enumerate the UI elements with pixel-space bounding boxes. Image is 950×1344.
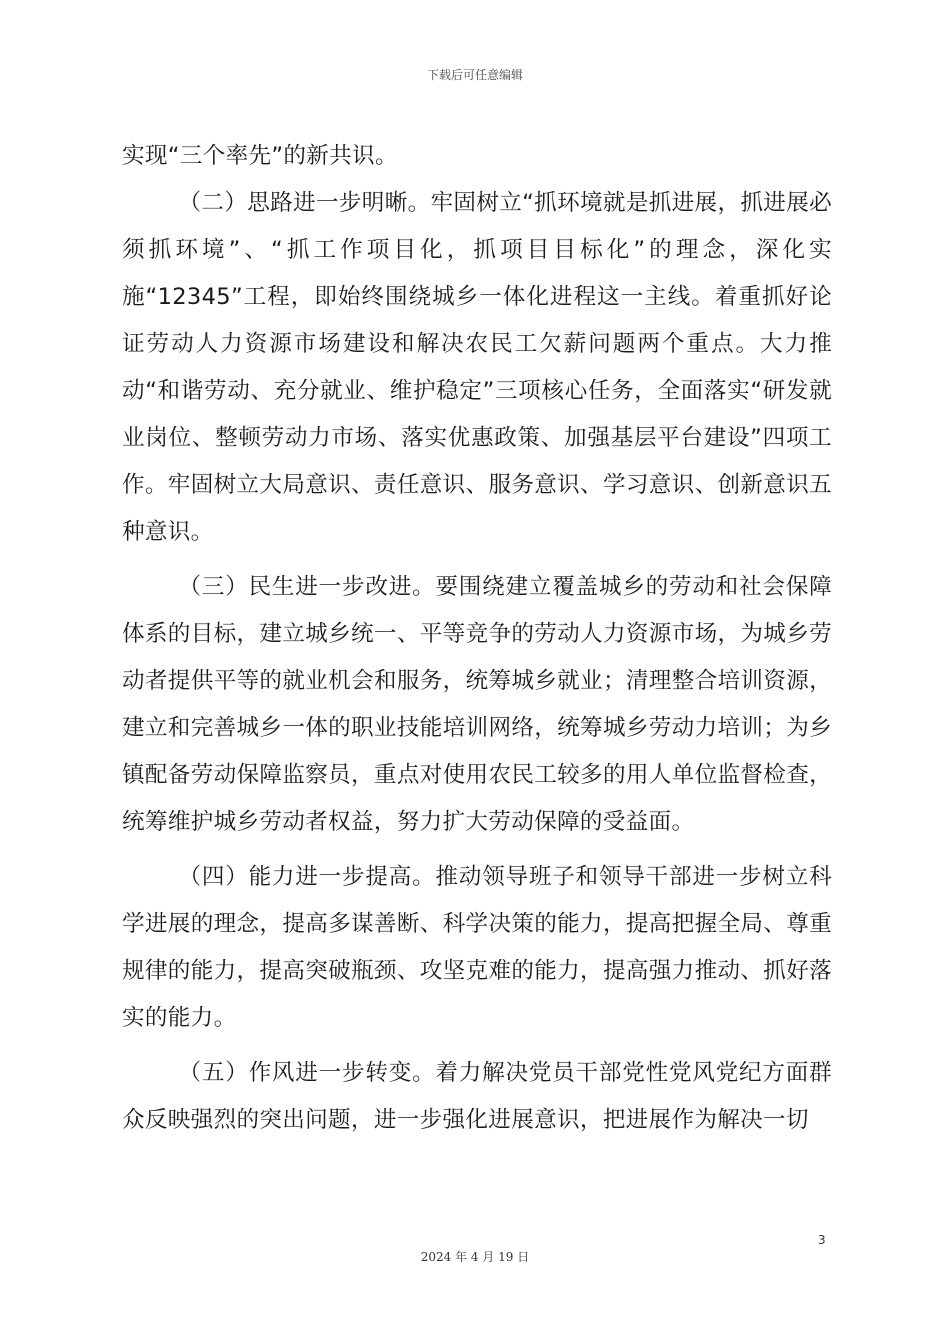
paragraph-continuation: 实现“三个率先”的新共识。	[122, 143, 398, 169]
document-body	[122, 133, 832, 1144]
page-number: 3	[818, 1233, 826, 1247]
paragraph-section-3: （三）民生进一步改进。要围绕建立覆盖城乡的劳动和社会保障体系的目标，建立城乡统一、平等竞争的劳动人力资源市场，为城乡劳动者提供平等的就业机会和服务，统筹城乡就业；清理整合培训资源，建立和完善城乡一体的职业技能培训网络，统筹城乡劳动力培训；为乡镇配备劳动保障监察员，重点对使用农民工较多的用人单位监督检查，统筹维护城乡劳动者权益，努力扩大劳动保障的受益面。	[122, 574, 832, 835]
paragraph-section-4: （四）能力进一步提高。推动领导班子和领导干部进一步树立科学进展的理念，提高多谋善断、科学决策的能力，提高把握全局、尊重规律的能力，提高突破瓶颈、攻坚克难的能力，提高强力推动、抓好落实的能力。	[122, 864, 832, 1031]
paragraph-section-2: （二）思路进一步明晰。牢固树立“抓环境就是抓进展，抓进展必须抓环境”、“抓工作项目化，抓项目目标化”的理念，深化实施“12345”工程，即始终围绕城乡一体化进程这一主线。着重抓好论证劳动人力资源市场建设和解决农民工欠薪问题两个重点。大力推动“和谐劳动、充分就业、维护稳定”三项核心任务，全面落实“研发就业岗位、整顿劳动力市场、落实优惠政策、加强基层平台建设”四项工作。牢固树立大局意识、责任意识、服务意识、学习意识、创新意识五种意识。	[122, 190, 832, 545]
paragraph-section-5: （五）作风进一步转变。着力解决党员干部党性党风党纪方面群众反映强烈的突出问题，进一步强化进展意识，把进展作为解决一切	[122, 1060, 832, 1133]
page-header: 下载后可任意编辑	[426, 68, 523, 82]
page-footer-date: 2024 年 4 月 19 日	[420, 1250, 530, 1264]
